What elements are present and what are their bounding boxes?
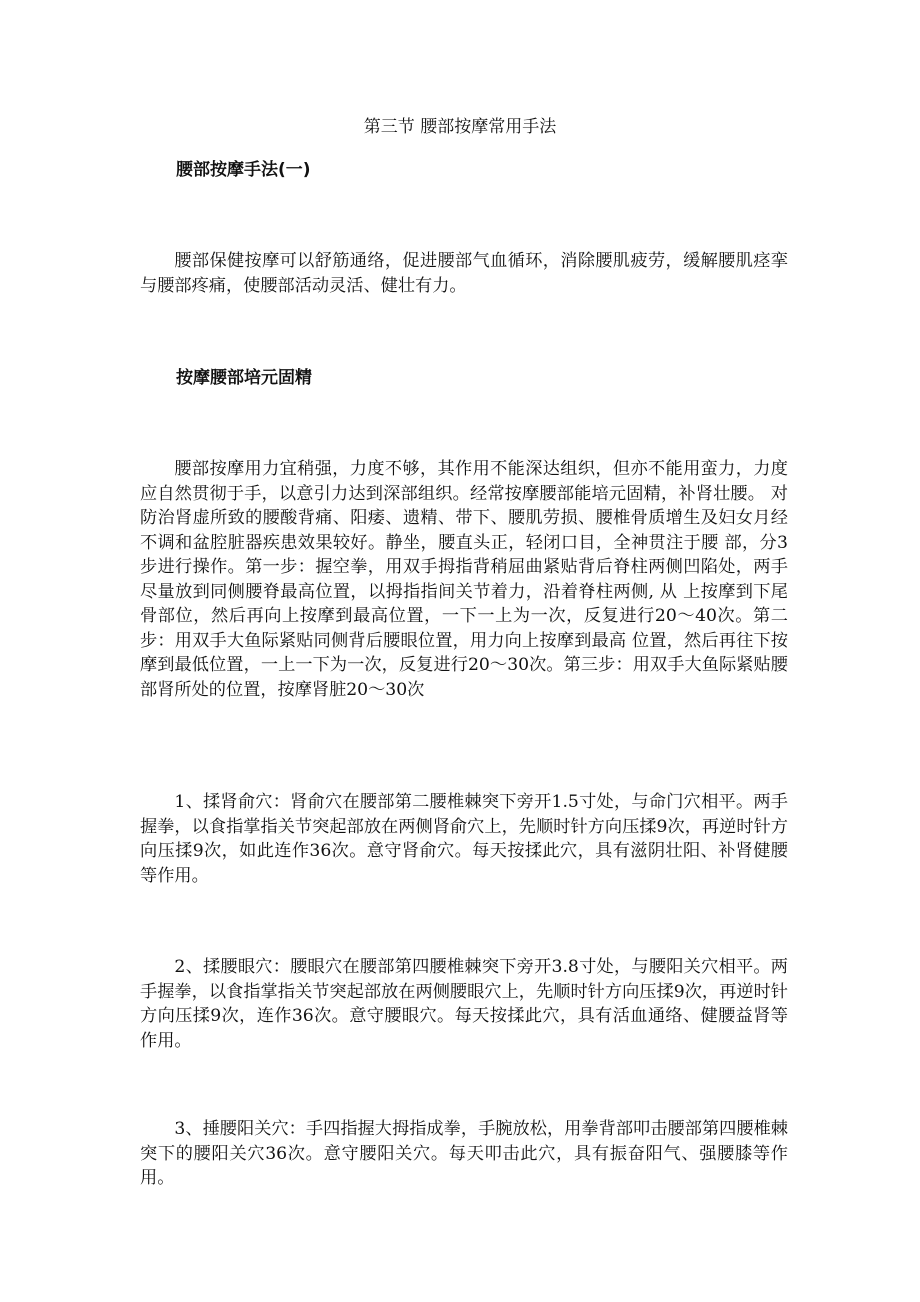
section-title: 第三节 腰部按摩常用手法 <box>363 117 557 137</box>
method-paragraph: 腰部按摩用力宜稍强，力度不够，其作用不能深达组织，但亦不能用蛮力，力度应自然贯彻于手，以意引力达到深部组织。经常按摩腰部能培元固精，补肾壮腰。 对防治肾虚所致的腰酸背痛、阳痿、遗精、带下、腰肌劳损、腰椎骨质增生及妇女月经不调和盆腔脏器疾患效果较好。静坐，腰直头正，轻闭口目，全神贯注于腰 部，分3步进行操作。第一步：握空拳，用双手拇指背稍屈曲紧贴背后脊柱两侧凹陷处，两手尽量放到同侧腰脊最高位置，以拇指指间关节着力，沿着脊柱两侧, 从 上按摩到下尾骨部位，然后再向上按摩到最高位置，一下一上为一次，反复进行20～40次。第二步：用双手大鱼际紧贴同侧背后腰眼位置，用力向上按摩到最高 位置，然后再往下按摩到最低位置，一上一下为一次，反复进行20～30次。第三步：用双手大鱼际紧贴腰部肾所处的位置，按摩肾脏20～30次 <box>140 459 788 700</box>
intro-paragraph: 腰部保健按摩可以舒筋通络，促进腰部气血循环，消除腰肌疲劳，缓解腰肌痉挛与腰部疼痛，使腰部活动灵活、健壮有力。 <box>140 251 788 296</box>
subsection-heading-1: 腰部按摩手法(一) <box>176 160 311 180</box>
step-item-3: 3、捶腰阳关穴：手四指握大拇指成拳，手腕放松，用拳背部叩击腰部第四腰椎棘突下的腰阳关穴36次。意守腰阳关穴。每天叩击此穴，具有振奋阳气、强腰膝等作用。 <box>140 1119 788 1188</box>
step-item-1: 1、揉肾俞穴：肾俞穴在腰部第二腰椎棘突下旁开1.5寸处，与命门穴相平。两手握拳，以食指掌指关节突起部放在两侧肾俞穴上，先顺时针方向压揉9次，再逆时针方向压揉9次，如此连作36次。意守肾俞穴。每天按揉此穴，具有滋阴壮阳、补肾健腰等作用。 <box>140 792 788 886</box>
step-item-2: 2、揉腰眼穴：腰眼穴在腰部第四腰椎棘突下旁开3.8寸处，与腰阳关穴相平。两手握拳，以食指掌指关节突起部放在两侧腰眼穴上，先顺时针方向压揉9次，再逆时针方向压揉9次，连作36次。意守腰眼穴。每天按揉此穴，具有活血通络、健腰益肾等作用。 <box>140 957 788 1051</box>
subsection-heading-2: 按摩腰部培元固精 <box>176 368 312 388</box>
